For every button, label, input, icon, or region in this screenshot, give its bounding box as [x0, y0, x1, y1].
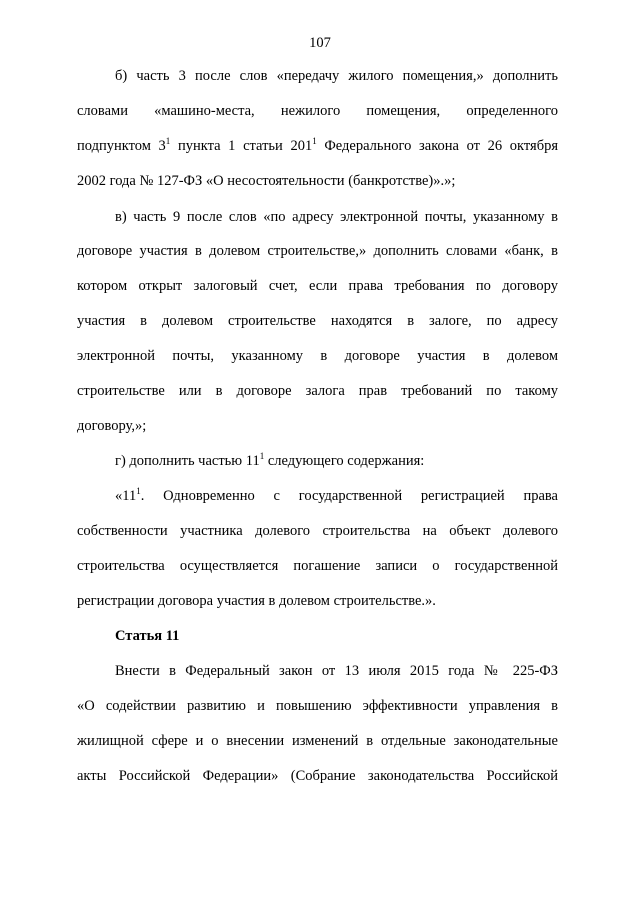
text-line: регистрации договора участия в долевом строительстве.».: [77, 593, 436, 609]
text-line: акты Российской Федерации» (Собрание законодательства Российской: [77, 768, 558, 784]
text-line: котором открыт залоговый счет, если права требования по договору: [77, 278, 558, 294]
superscript: 1: [312, 136, 317, 146]
text-line: в) часть 9 после слов «по адресу электронной почты, указанному в: [115, 209, 558, 225]
text-line: «О содействии развитию и повышению эффективности управления в: [77, 698, 558, 714]
text-line: строительства осуществляется погашение записи о государственной: [77, 558, 558, 574]
text-line: б) часть 3 после слов «передачу жилого помещения,» дополнить: [115, 68, 558, 84]
superscript: 1: [259, 451, 265, 461]
text-line: участия в долевом строительстве находятся в залоге, по адресу: [77, 313, 558, 329]
page-number: 107: [309, 35, 331, 51]
text-line: электронной почты, указанному в договоре участия в долевом: [77, 348, 558, 364]
text-line: жилищной сфере и о внесении изменений в отдельные законодательные: [77, 733, 558, 749]
text-line: 2002 года № 127-ФЗ «О несостоятельности (банкротстве)».»;: [77, 173, 456, 189]
text-line: договору,»;: [77, 418, 147, 434]
text-line: г) дополнить частью $11^1$ следующего содержания:: [115, 451, 425, 469]
article-heading: Статья 11: [115, 628, 180, 644]
text-line: собственности участника долевого строительства на объект долевого: [77, 523, 558, 539]
text-line: словами «машино-места, нежилого помещения, определенного: [77, 103, 558, 119]
text-line: подпунктом $3^1$ пункта 1 статьи $201^1$ Федерального закона от 26 октября: [77, 136, 559, 154]
superscript: 1: [165, 136, 171, 146]
text-line: «$11^1$. Одновременно с государственной регистрацией права: [115, 486, 558, 504]
text-line: Внести в Федеральный закон от 13 июля 2015 года № 225-ФЗ: [115, 663, 558, 679]
text-line: договоре участия в долевом строительстве,» дополнить словами «банк, в: [77, 243, 558, 259]
superscript: 1: [136, 486, 141, 496]
text-line: строительстве или в договоре залога прав требований по такому: [77, 383, 558, 399]
